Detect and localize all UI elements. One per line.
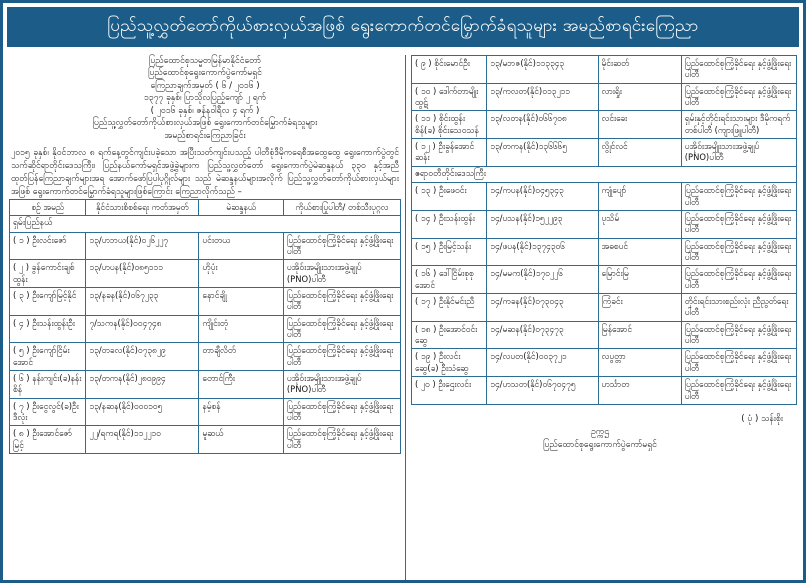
content-area [3, 51, 803, 581]
row-nrc: ၁၃/နဆန(နိုင်)၀၀၀၁၀၅ [86, 398, 199, 426]
announcement-paragraph: ၂၀၁၅ ခုနှစ်၊ နိုဝင်ဘာလ ၈ ရက်နေ့တွင်ကျင်းပခဲ့သော အပြီးသတ်ကျင်းပသည့် ပါတီစုံဒီမိုကရေစီအထွေထွေ ရွေးကောက်ပွဲတွင် သက်ဆိုင်ရာတိုင်းဒေသကြီး၊ ပြည်နယ်ကော်မရှင်အဖွဲ့ခွဲများက ပြည်သူ့လွှတ်တော် ရွေးကောက်ပွဲမဲဆန္ဒနယ် ၃၃၀ နှင့်အညီ ထုတ်ပြန်ကြေညာချက်များအရ အောက်ဖော်ပြပါပုဂ္ဂိုလ်များ သည် မဲဆန္ဒနယ်များအလိုက် ပြည်သူ့လွှတ်တော်ကိုယ်စားလှယ်များအဖြစ် ရွေးကောက်တင်မြှောက်ခံရသူများဖြစ်ကြောင်း ကြေညာလိုက်သည် – [11, 148, 399, 197]
intro-line-7: အမည်စာရင်းကြေညာခြင်း [164, 130, 246, 141]
row-party: ပြည်ထောင်စုကြံ့ခိုင်ရေး နှင့်ဖွံ့ဖြိုးရေးပါတီ [681, 266, 796, 294]
table-row [10, 232, 401, 260]
row-nrc: ၁၃/ဟဘယ(နိုင်)၀၂၆၂၂၇ [86, 232, 199, 260]
row-party: ပြည်ထောင်စုကြံ့ခိုင်ရေး နှင့်ဖွံ့ဖြိုးရေးပါတီ [681, 211, 796, 239]
row-constituency: နောင်ချို [199, 288, 284, 316]
table-row [412, 83, 797, 111]
row-constituency: ပင်းတယ [199, 232, 284, 260]
row-constituency: လွိုင်လင် [598, 139, 681, 167]
row-constituency: လင်းခေး [598, 111, 681, 139]
header-no-name: စဉ် အမည် [10, 199, 86, 215]
table-row [412, 183, 797, 211]
row-nrc: ၁၄/ကခန(နိုင်)၀၇၃၀၄၃ [487, 294, 598, 322]
row-party: ပြည်ထောင်စုကြံ့ခိုင်ရေး နှင့်ဖွံ့ဖြိုးရေးပါတီ [681, 183, 796, 211]
row-party: ပြည်ထောင်စုကြံ့ခိုင်ရေး နှင့်ဖွံ့ဖြိုးရေးပါတီ [283, 315, 400, 343]
header-party: ကိုယ်စားပြုပါတီ/ တစ်သီးပုဂ္ဂလ [283, 199, 400, 215]
row-constituency: လားရှိုး [598, 83, 681, 111]
table-row [412, 139, 797, 167]
row-party: ပြည်ထောင်စုကြံ့ခိုင်ရေး နှင့်ဖွံ့ဖြိုးရေးပါတီ [283, 426, 400, 454]
row-no-name: ( ၅ ) ဦးကျော်ငြိမ်းအောင် [10, 343, 86, 371]
row-no-name: ( ၁၇ ) ဦးနိုင်မင်းညီ [412, 294, 487, 322]
signature-block [411, 413, 797, 426]
table-row [412, 266, 797, 294]
right-results-table-top [411, 55, 797, 405]
row-constituency: နမ့်စန် [199, 398, 284, 426]
section-region-name: ဧရာဝတီတိုင်းဒေသကြီး [412, 166, 797, 183]
row-constituency: ဟင်္သာတ [598, 377, 681, 405]
row-no-name: ( ၄ ) ဦးသန်းထွန်းဦး [10, 315, 86, 343]
row-nrc: ၁၃/ဟပန(နိုင်)၀၈၅၁၁၁ [86, 260, 199, 288]
row-no-name: ( ၁၁ ) စိုင်းထွန်းစိန်(ခ) စိုင်းသေဝသန် [412, 111, 487, 139]
row-party: ပြည်ထောင်စုကြံ့ခိုင်ရေး နှင့်ဖွံ့ဖြိုးရေးပါတီ [681, 238, 796, 266]
row-party: ပအိုဝ်းအမျိုးသားအဖွဲ့ချုပ် (PNO)ပါတီ [283, 260, 400, 288]
row-constituency: ကြံခင်း [598, 294, 681, 322]
table-header-row [10, 199, 401, 215]
header-constituency: မဲဆန္ဒနယ် [199, 199, 284, 215]
table-row [10, 315, 401, 343]
row-party: ပြည်ထောင်စုကြံ့ခိုင်ရေး နှင့်ဖွံ့ဖြိုးရေးပါတီ [681, 349, 796, 377]
table-row [412, 294, 797, 322]
row-nrc: ၁၃/တခလ(နိုင်)၀၇၃၈၂၉ [86, 343, 199, 371]
row-nrc: ၁၃/လတန(နိုင်)၀၆၆၇၀၈ [487, 111, 598, 139]
row-no-name: ( ၇ ) ဦးငွေလွင်(ခ)ဦးဒီလုံး [10, 398, 86, 426]
left-column [9, 55, 406, 581]
signature-name: ( ပုံ ) သန်းစိုး [741, 413, 783, 424]
row-no-name: ( ၉ ) စိုင်းမောင်ဦး [412, 56, 487, 84]
row-party: ပြည်ထောင်စုကြံ့ခိုင်ရေး နှင့်ဖွံ့ဖြိုးရေးပါတီ [283, 398, 400, 426]
row-party: ပအိုဝ်းအမျိုးသားအဖွဲ့ချုပ် (PNO)ပါတီ [681, 139, 796, 167]
row-constituency: ကျိုင်းတုံ [199, 315, 284, 343]
row-party: ပြည်ထောင်စုကြံ့ခိုင်ရေး နှင့်ဖွံ့ဖြိုးရေးပါတီ [681, 321, 796, 349]
row-no-name: ( ၆ ) နန်းကျင်း(ခ)နန်းစိန် [10, 371, 86, 399]
table-row [412, 56, 797, 84]
row-party: ပြည်ထောင်စုကြံ့ခိုင်ရေး နှင့်ဖွံ့ဖြိုးရေးပါတီ [681, 377, 796, 405]
intro-line-1: ပြည်ထောင်စုသမ္မတမြန်မာနိုင်ငံတော် [148, 56, 262, 66]
table-row [412, 321, 797, 349]
row-party: ပအိုဝ်းအမျိုးသားအဖွဲ့ချုပ် (PNO)ပါတီ [283, 371, 400, 399]
right-column [406, 55, 797, 581]
row-no-name: ( ၁၃ ) ဦးဖေဝင်း [412, 183, 487, 211]
row-nrc: ၁၄/လပတ(နိုင်)၀၀၃၇၂၁ [487, 349, 598, 377]
row-nrc: ၁၄/မမက(နိုင်)၁၇၀၂၂၆ [487, 266, 598, 294]
row-nrc: ၁၃/တကန(နိုင်)၂၈၀၉၉၄ [86, 371, 199, 399]
row-party: ပြည်ထောင်စုကြံ့ခိုင်ရေး နှင့်ဖွံ့ဖြိုးရေးပါတီ [283, 343, 400, 371]
row-nrc: ၁၄/မဆန(နိုင်)၀၇၃၄၇၃ [487, 321, 598, 349]
row-nrc: ၁၄/ဟသတ(နိုင်)၀၆၇၀၄၇၅ [487, 377, 598, 405]
section-heading-row [10, 216, 401, 233]
row-no-name: ( ၁၀ ) ဒေါက်တာမျိုးထွဋ် [412, 83, 487, 111]
header-nrc: နိုင်ငံသားစိစစ်ရေး ကတ်အမှတ် [86, 199, 199, 215]
intro-line-6: ပြည်သူ့လွှတ်တော်ကိုယ်စားလှယ်အဖြစ် ရွေးကောက်တင်မြှောက်ခံရသူများ [92, 118, 318, 129]
row-constituency: ဟိုပုံး [199, 260, 284, 288]
intro-line-5: ( ၂၀၁၆ ခုနှစ်၊ ဇန်နဝါရီလ ၄ ရက် ) [150, 105, 260, 116]
row-constituency: လပွတ္တာ [598, 349, 681, 377]
intro-line-3: ကြေညာချက်အမှတ် ( ၆ / ၂၀၁၆ ) [150, 80, 260, 91]
row-party: ရှမ်းနှင့်တိုင်းရင်းသားများ ဒီမိုကရက်တစ်ပါတီ (ကျားဖြူပါတီ) [681, 111, 796, 139]
table-row [10, 398, 401, 426]
table-row [10, 260, 401, 288]
signature-position-block [411, 426, 797, 452]
row-nrc: ၁၃/တကန(နိုင်)၁၃၆၆၆၅ [487, 139, 598, 167]
row-party: ပြည်ထောင်စုကြံ့ခိုင်ရေး နှင့်ဖွံ့ဖြိုးရေးပါတီ [283, 288, 400, 316]
row-no-name: ( ၁၅ ) ဦးမြင့်သန်း [412, 238, 487, 266]
intro-line-2: ပြည်ထောင်စုရွေးကောက်ပွဲကော်မရှင် [148, 68, 262, 79]
row-constituency: တောင်ကြီး [199, 371, 284, 399]
row-constituency: တာချီလိတ် [199, 343, 284, 371]
row-no-name: ( ၈ ) ဦးအောင်ဇော်မြင့် [10, 426, 86, 454]
row-constituency: မိုင်းဆတ် [598, 56, 681, 84]
row-no-name: ( ၁၂ ) ဦးခွန်အောင်ဆန်း [412, 139, 487, 167]
table-row [412, 377, 797, 405]
row-nrc: ၁၃/နခန(နိုင်)၀၆၇၂၃၃ [86, 288, 199, 316]
row-constituency: မြန်အောင် [598, 321, 681, 349]
row-constituency: ကျုံပျော် [598, 183, 681, 211]
section-state-name: ရှမ်းပြည်နယ် [10, 216, 401, 233]
row-nrc: ၂၂/ရကရ(နိုင်)၁၁၂၂၁၀ [86, 426, 199, 454]
row-no-name: ( ၂၀ ) ဦးဌေးလင်း [412, 377, 487, 405]
row-constituency: မြောင်းမြ [598, 266, 681, 294]
left-results-table [9, 199, 401, 454]
table-row [412, 111, 797, 139]
row-no-name: ( ၃ ) ဦးကျော်မြင့်နိုင် [10, 288, 86, 316]
table-row [412, 211, 797, 239]
row-no-name: ( ၁၉ ) ဦးလင်းဆွေ(ခ) ဦးသံဆွေ [412, 349, 487, 377]
row-constituency: ပုသိမ် [598, 211, 681, 239]
row-no-name: ( ၁၄ ) ဦးသန်းထွန်း [412, 211, 487, 239]
intro-block [9, 55, 401, 142]
row-nrc: ၁၃/ကလတ(နိုင်)၀၁၃၂၁၁ [487, 83, 598, 111]
section-heading-row [412, 166, 797, 183]
row-nrc: ၁၄/ကပန(နိုင်)၀၄၅၃၄၃ [487, 183, 598, 211]
row-no-name: ( ၁ ) ဦးလင်းဇော် [10, 232, 86, 260]
table-row [10, 343, 401, 371]
row-no-name: ( ၁၆ ) ဒေါ်ငြိမ်းစုစုအောင် [412, 266, 487, 294]
table-row [10, 288, 401, 316]
row-nrc: ၇/သကန(နိုင်)၀၀၄၇၄၈ [86, 315, 199, 343]
row-no-name: ( ၂ ) ခွန်ကောင်းချစ်ထွန်း [10, 260, 86, 288]
row-party: ပြည်ထောင်စုကြံ့ခိုင်ရေး နှင့်ဖွံ့ဖြိုးရေးပါတီ [681, 83, 796, 111]
row-nrc: ၁၃/မဘဇ(နိုင်)၁၁၃၃၄၃ [487, 56, 598, 84]
table-row [10, 371, 401, 399]
row-party: ပြည်ထောင်စုကြံ့ခိုင်ရေး နှင့်ဖွံ့ဖြိုးရေးပါတီ [283, 232, 400, 260]
page-title: ပြည်သူ့လွှတ်တော်ကိုယ်စားလှယ်အဖြစ် ရွေးကောက်တင်မြှောက်ခံရသူများ အမည်စာရင်းကြေညာ [7, 7, 799, 47]
signature-position: ဥက္ကဌ [591, 426, 609, 437]
signature-organization: ပြည်ထောင်စုရွေးကောက်ပွဲကော်မရှင် [543, 439, 657, 450]
row-party: ပြည်ထောင်စုကြံ့ခိုင်ရေး နှင့်ဖွံ့ဖြိုးရေးပါတီ [681, 56, 796, 84]
row-constituency: မူဆယ် [199, 426, 284, 454]
row-nrc: ၁၄/ပသန(နိုင်)၁၅၂၂၉၃ [487, 211, 598, 239]
table-row [412, 238, 797, 266]
row-nrc: ၁၄/ဖပန(နိုင်)၁၃၇၄၃၀၆ [487, 238, 598, 266]
table-row [412, 349, 797, 377]
row-no-name: ( ၁၈ ) ဦးအောင်ဝင်းဆွေ [412, 321, 487, 349]
table-row [10, 426, 401, 454]
row-constituency: အဓစပင် [598, 238, 681, 266]
row-party: တိုင်းရင်းသားစည်းလုံး ညီညွတ်ရေးပါတီ [681, 294, 796, 322]
intro-line-4: ၁၃၇၇ ခုနှစ်၊ ပြာသိုလပြည့်ကျော် ၂ ရက် [143, 93, 267, 104]
